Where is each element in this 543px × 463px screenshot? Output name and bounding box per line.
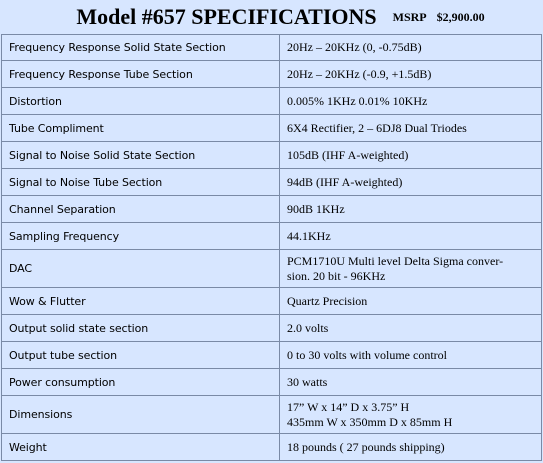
spec-label: Channel Separation: [2, 196, 280, 223]
spec-value: [280, 88, 542, 115]
spec-label: Output tube section: [2, 342, 280, 369]
spec-value: [280, 196, 542, 223]
spec-value: [280, 315, 542, 342]
table-row: [2, 61, 542, 88]
page-title: Model #657 SPECIFICATIONS: [76, 4, 377, 29]
spec-label: Power consumption: [2, 369, 280, 396]
spec-value: [280, 342, 542, 369]
table-row: [2, 396, 542, 434]
title-bar: [0, 0, 543, 34]
msrp-price: $2,900.00: [436, 9, 485, 24]
table-row: [2, 250, 542, 288]
spec-value: [280, 288, 542, 315]
spec-value-line: 0 to 30 volts with volume control: [287, 347, 447, 362]
spec-value-line: 435mm W x 350mm D x 85mm H: [287, 414, 453, 429]
spec-value-line: 6X4 Rectifier, 2 – 6DJ8 Dual Triodes: [287, 120, 467, 135]
spec-value: [280, 250, 542, 288]
spec-label: Dimensions: [2, 396, 280, 434]
table-row: [2, 35, 542, 61]
spec-value-line: 94dB (IHF A-weighted): [287, 174, 403, 189]
spec-value: [280, 35, 542, 61]
specifications-table: [1, 34, 542, 461]
spec-label: Sampling Frequency: [2, 223, 280, 250]
table-row: [2, 288, 542, 315]
table-row: [2, 169, 542, 196]
spec-value-line: 0.005% 1KHz 0.01% 10KHz: [287, 93, 428, 108]
spec-label: Tube Compliment: [2, 115, 280, 142]
spec-value-line: 30 watts: [287, 374, 328, 389]
spec-value-line: 44.1KHz: [287, 228, 331, 243]
spec-value-line: 90dB 1KHz: [287, 201, 345, 216]
table-row: [2, 88, 542, 115]
table-row: [2, 223, 542, 250]
spec-label: Signal to Noise Tube Section: [2, 169, 280, 196]
table-row: [2, 196, 542, 223]
spec-value: [280, 434, 542, 461]
spec-value-line: 2.0 volts: [287, 320, 329, 335]
spec-value-line: 20Hz – 20KHz (-0.9, +1.5dB): [287, 66, 432, 81]
spec-value-line: 105dB (IHF A-weighted): [287, 147, 409, 162]
spec-label: Frequency Response Solid State Section: [2, 35, 280, 61]
spec-label: Weight: [2, 434, 280, 461]
spec-label: Frequency Response Tube Section: [2, 61, 280, 88]
table-row: [2, 115, 542, 142]
spec-label: Wow & Flutter: [2, 288, 280, 315]
spec-value: [280, 142, 542, 169]
spec-label: Output solid state section: [2, 315, 280, 342]
spec-value-line: 18 pounds ( 27 pounds shipping): [287, 439, 445, 454]
table-row: [2, 315, 542, 342]
spec-value-line: 20Hz – 20KHz (0, -0.75dB): [287, 40, 422, 54]
spec-value: [280, 61, 542, 88]
spec-value: [280, 169, 542, 196]
spec-value: [280, 223, 542, 250]
table-row: [2, 342, 542, 369]
spec-value: [280, 369, 542, 396]
spec-value-line: 17” W x 14” D x 3.75” H: [287, 399, 410, 414]
table-row: [2, 434, 542, 461]
table-row: [2, 369, 542, 396]
specifications-table-body: [2, 35, 542, 461]
spec-value: [280, 396, 542, 434]
table-row: [2, 142, 542, 169]
spec-label: DAC: [2, 250, 280, 288]
spec-label: Signal to Noise Solid State Section: [2, 142, 280, 169]
spec-value-line: Quartz Precision: [287, 293, 368, 308]
spec-value-line: PCM1710U Multi level Delta Sigma conver-: [287, 253, 504, 268]
spec-value-line: sion. 20 bit - 96KHz: [287, 268, 386, 283]
spec-label: Distortion: [2, 88, 280, 115]
msrp-label: MSRP: [392, 9, 427, 24]
spec-value: [280, 115, 542, 142]
